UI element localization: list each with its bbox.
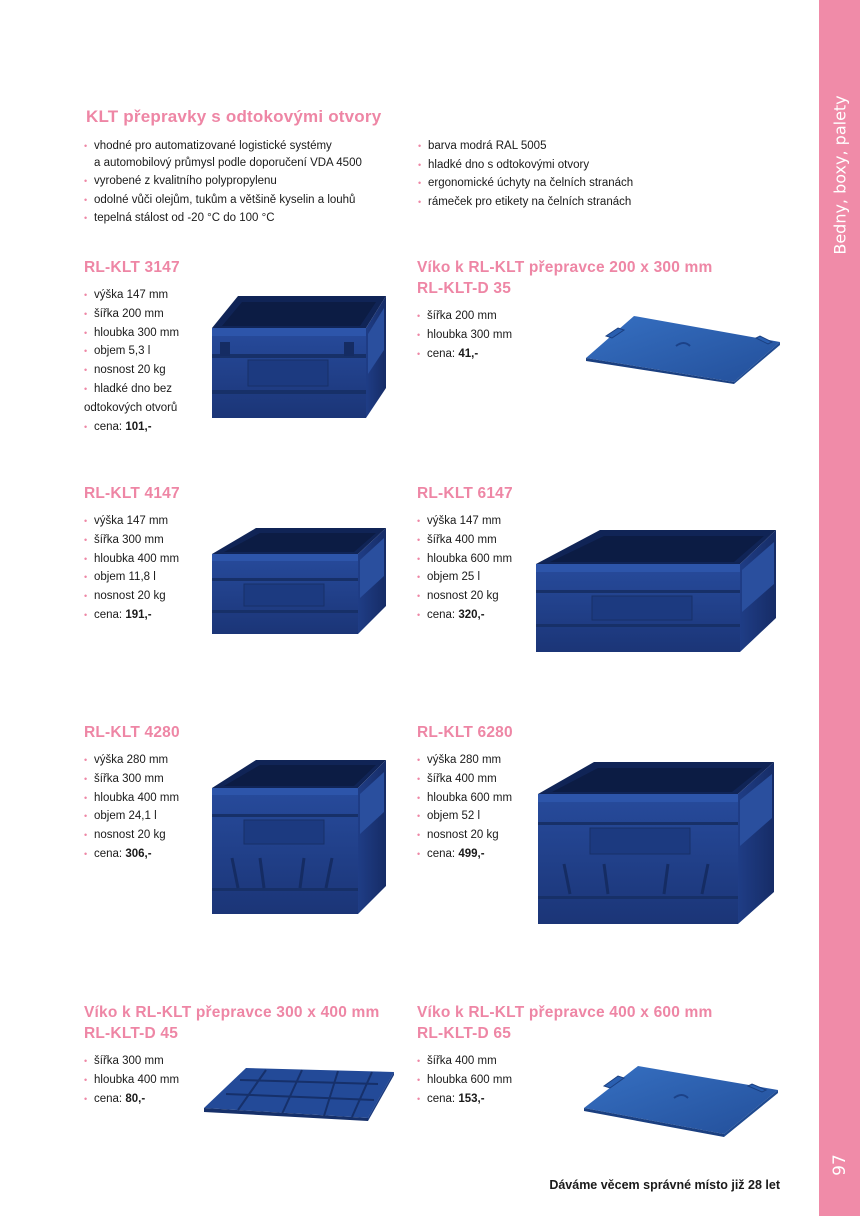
product-title-klt6147: RL-KLT 6147 xyxy=(417,485,513,502)
list-item: • šířka 300 mm xyxy=(84,531,204,550)
product-specs-klt6147 xyxy=(417,512,537,625)
list-item: • šířka 300 mm xyxy=(84,770,204,789)
lid-image-d65 xyxy=(582,1062,780,1138)
price-item: • cena: 499,- xyxy=(417,845,537,864)
crate-image-klt6280 xyxy=(534,760,778,928)
list-item: • výška 280 mm xyxy=(417,751,537,770)
list-item: • hloubka 600 mm xyxy=(417,1071,537,1090)
product-specs-lid-d65 xyxy=(417,1052,537,1108)
list-item: • rámeček pro etikety na čelních stranách xyxy=(418,194,718,211)
list-item: • šířka 200 mm xyxy=(417,307,567,326)
page-title: KLT přepravky s odtokovými otvory xyxy=(86,107,382,126)
crate-image-klt4147 xyxy=(208,526,390,638)
list-item: • nosnost 20 kg xyxy=(84,361,204,380)
lid-image-d45 xyxy=(202,1064,396,1122)
product-title-klt6280: RL-KLT 6280 xyxy=(417,724,513,741)
list-item: • ergonomické úchyty na čelních stranách xyxy=(418,175,718,192)
product-title-klt4147: RL-KLT 4147 xyxy=(84,485,180,502)
price-item: • cena: 101,- xyxy=(84,418,204,437)
page-number: 97 xyxy=(829,1154,850,1176)
product-title-klt3147: RL-KLT 3147 xyxy=(84,259,180,276)
list-item: • hladké dno bez odtokových otvorů xyxy=(84,380,204,418)
price-item: • cena: 191,- xyxy=(84,606,204,625)
crate-image-klt4280 xyxy=(208,758,390,918)
product-specs-klt4280 xyxy=(84,751,204,864)
product-title-lid-d35: Víko k RL-KLT přepravce 200 x 300 mm RL-KLT-D 35 xyxy=(417,259,713,297)
footer-slogan: Dáváme věcem správné místo již 28 let xyxy=(549,1178,780,1192)
list-item: • hladké dno s odtokovými otvory xyxy=(418,157,718,174)
price-item: • cena: 41,- xyxy=(417,345,567,364)
list-item: • hloubka 300 mm xyxy=(417,326,567,345)
list-item: • nosnost 20 kg xyxy=(417,587,537,606)
price-item: • cena: 306,- xyxy=(84,845,204,864)
list-item: • objem 52 l xyxy=(417,807,537,826)
list-item: • hloubka 400 mm xyxy=(84,550,204,569)
list-item: • nosnost 20 kg xyxy=(84,587,204,606)
product-title-lid-d65: Víko k RL-KLT přepravce 400 x 600 mm RL-KLT-D 65 xyxy=(417,1004,713,1042)
list-item: • výška 147 mm xyxy=(417,512,537,531)
list-item: • odolné vůči olejům, tukům a většině kyselin a louhů xyxy=(84,192,404,209)
product-title-lid-d45: Víko k RL-KLT přepravce 300 x 400 mm RL-KLT-D 45 xyxy=(84,1004,380,1042)
list-item: • šířka 200 mm xyxy=(84,305,204,324)
list-item: • hloubka 600 mm xyxy=(417,550,537,569)
list-item: • šířka 300 mm xyxy=(84,1052,204,1071)
crate-image-klt3147 xyxy=(208,294,390,422)
list-item: • vyrobené z kvalitního polypropylenu xyxy=(84,173,404,190)
list-item: • objem 24,1 l xyxy=(84,807,204,826)
list-item: • výška 280 mm xyxy=(84,751,204,770)
product-specs-lid-d35 xyxy=(417,307,567,363)
price-item: • cena: 80,- xyxy=(84,1090,204,1109)
intro-list-left xyxy=(84,138,404,229)
list-item: • hloubka 300 mm xyxy=(84,324,204,343)
product-specs-lid-d45 xyxy=(84,1052,204,1108)
side-category-label: Bedny, boxy, palety xyxy=(830,95,849,255)
price-item: • cena: 153,- xyxy=(417,1090,537,1109)
product-specs-klt4147 xyxy=(84,512,204,625)
list-item: • nosnost 20 kg xyxy=(84,826,204,845)
crate-image-klt6147 xyxy=(532,528,780,656)
product-specs-klt6280 xyxy=(417,751,537,864)
list-item: • výška 147 mm xyxy=(84,286,204,305)
list-item: • hloubka 400 mm xyxy=(84,789,204,808)
price-item: • cena: 320,- xyxy=(417,606,537,625)
product-specs-klt3147 xyxy=(84,286,204,436)
list-item: • barva modrá RAL 5005 xyxy=(418,138,718,155)
list-item: • objem 5,3 l xyxy=(84,342,204,361)
list-item: • tepelná stálost od -20 °C do 100 °C xyxy=(84,210,404,227)
lid-image-d35 xyxy=(584,312,782,384)
list-item: • výška 147 mm xyxy=(84,512,204,531)
list-item: • hloubka 600 mm xyxy=(417,789,537,808)
product-title-klt4280: RL-KLT 4280 xyxy=(84,724,180,741)
list-item: • objem 25 l xyxy=(417,568,537,587)
list-item: • nosnost 20 kg xyxy=(417,826,537,845)
list-item: • vhodné pro automatizované logistické systémy a automobilový průmysl podle doporučení VDA 4500 xyxy=(84,138,404,171)
list-item: • šířka 400 mm xyxy=(417,1052,537,1071)
list-item: • šířka 400 mm xyxy=(417,770,537,789)
list-item: • hloubka 400 mm xyxy=(84,1071,204,1090)
list-item: • objem 11,8 l xyxy=(84,568,204,587)
list-item: • šířka 400 mm xyxy=(417,531,537,550)
intro-list-right xyxy=(418,138,718,212)
